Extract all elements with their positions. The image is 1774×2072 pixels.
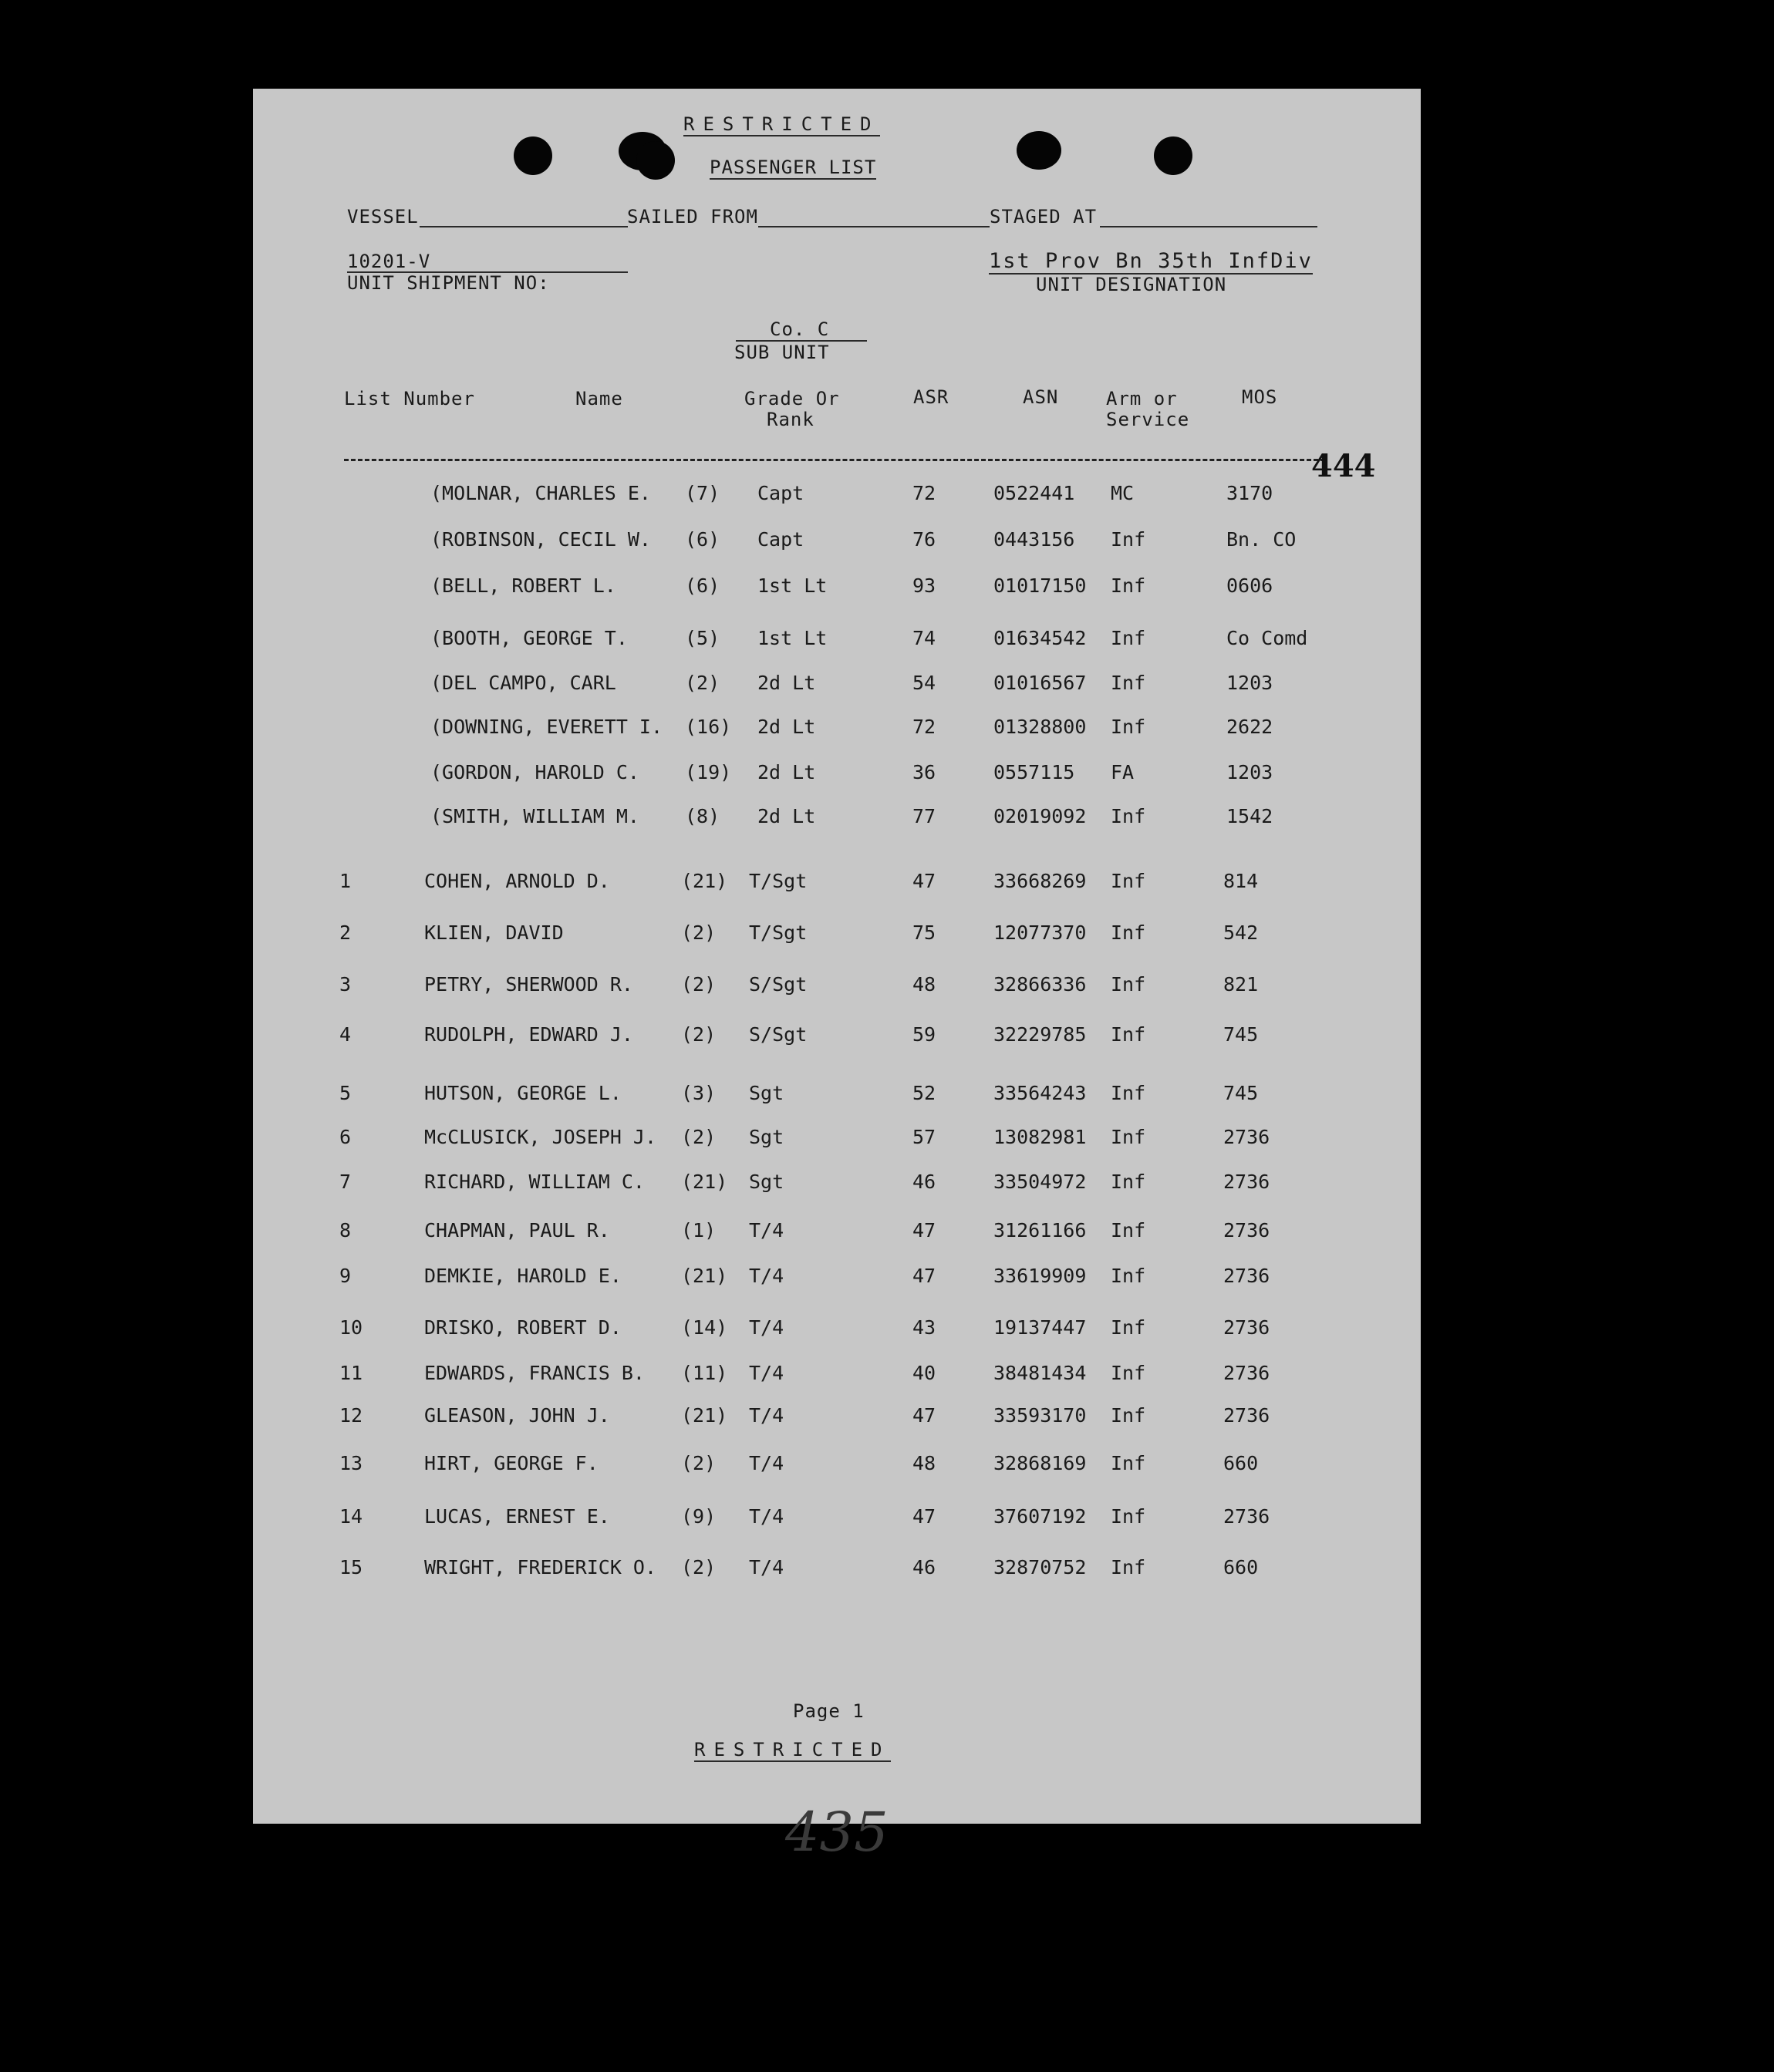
cell-arm: Inf [1111,528,1146,551]
cell-arm: Inf [1111,1404,1146,1427]
cell-num: 12 [339,1404,363,1427]
cell-mos: 1203 [1226,672,1273,694]
cell-arm: Inf [1111,1082,1146,1104]
cell-code: (2) [681,1556,717,1578]
cell-asr: 93 [912,574,936,597]
col-asr: ASR [913,386,949,408]
cell-grade: T/4 [749,1452,784,1474]
table-row [253,672,1421,702]
vessel-field [420,226,628,227]
cell-asr: 76 [912,528,936,551]
cell-grade: Sgt [749,1082,784,1104]
cell-name: (GORDON, HAROLD C. [430,761,639,783]
staged-at-label: STAGED AT [990,206,1098,227]
cell-mos: 2736 [1223,1404,1270,1427]
table-row [253,1404,1421,1435]
cell-code: (21) [681,1404,728,1427]
stamp-number: 444 [1311,448,1376,484]
cell-code: (6) [685,528,720,551]
cell-asn: 33593170 [993,1404,1087,1427]
cell-grade: T/4 [749,1556,784,1578]
cell-asn: 12077370 [993,921,1087,944]
table-row [253,921,1421,952]
sailed-from-label: SAILED FROM [627,206,758,227]
table-row [253,1505,1421,1536]
unit-shipment-number: 10201-V [347,251,431,272]
cell-code: (2) [681,921,717,944]
cell-asn: 33504972 [993,1171,1087,1193]
table-row [253,627,1421,658]
cell-asn: 33564243 [993,1082,1087,1104]
cell-asn: 0522441 [993,482,1075,504]
cell-asr: 48 [912,1452,936,1474]
table-row [253,528,1421,559]
classification-bottom: RESTRICTED [694,1739,891,1760]
cell-arm: Inf [1111,1316,1146,1339]
table-row [253,1556,1421,1587]
cell-num: 2 [339,921,352,944]
cell-asr: 36 [912,761,936,783]
table-row [253,1316,1421,1347]
cell-mos: 1542 [1226,805,1273,827]
cell-asn: 38481434 [993,1362,1087,1384]
cell-asr: 47 [912,1505,936,1528]
cell-code: (2) [681,1452,717,1474]
cell-code: (21) [681,1171,728,1193]
cell-arm: Inf [1111,672,1146,694]
document-page [253,89,1421,1864]
cell-arm: Inf [1111,1171,1146,1193]
cell-code: (11) [681,1362,728,1384]
cell-num: 6 [339,1126,352,1148]
cell-arm: Inf [1111,1505,1146,1528]
cell-mos: 2736 [1223,1171,1270,1193]
cell-mos: 542 [1223,921,1259,944]
cell-asn: 13082981 [993,1126,1087,1148]
cell-arm: Inf [1111,1023,1146,1046]
col-mos: MOS [1242,386,1278,408]
document-title: PASSENGER LIST [710,157,877,178]
cell-mos: 0606 [1226,574,1273,597]
cell-asn: 31261166 [993,1219,1087,1242]
cell-name: (DEL CAMPO, CARL [430,672,616,694]
cell-arm: Inf [1111,627,1146,649]
table-row [253,1452,1421,1483]
cell-asn: 32868169 [993,1452,1087,1474]
cell-arm: FA [1111,761,1135,783]
cell-grade: T/Sgt [749,870,808,892]
cell-code: (21) [681,1265,728,1287]
cell-code: (1) [681,1219,717,1242]
cell-name: DEMKIE, HAROLD E. [424,1265,622,1287]
cell-grade: T/4 [749,1362,784,1384]
sub-unit: Co. C [770,318,830,340]
col-grade: Grade Or [744,388,840,409]
sub-unit-label: SUB UNIT [734,342,830,363]
table-row [253,1171,1421,1201]
cell-arm: Inf [1111,1126,1146,1148]
cell-num: 15 [339,1556,363,1578]
cell-num: 14 [339,1505,363,1528]
cell-arm: Inf [1111,716,1146,738]
table-row [253,716,1421,746]
cell-mos: 660 [1223,1452,1259,1474]
cell-asn: 0557115 [993,761,1075,783]
cell-asn: 37607192 [993,1505,1087,1528]
cell-code: (8) [685,805,720,827]
cell-asn: 01328800 [993,716,1087,738]
cell-arm: Inf [1111,574,1146,597]
cell-code: (16) [685,716,732,738]
cell-asr: 47 [912,1265,936,1287]
cell-asr: 43 [912,1316,936,1339]
cell-name: RUDOLPH, EDWARD J. [424,1023,633,1046]
cell-code: (2) [681,1126,717,1148]
punch-hole [514,136,552,175]
cell-name: PETRY, SHERWOOD R. [424,973,633,996]
table-row [253,1219,1421,1250]
cell-code: (5) [685,627,720,649]
cell-asr: 57 [912,1126,936,1148]
cell-mos: 2736 [1223,1126,1270,1148]
table-row [253,1023,1421,1054]
punch-hole [1154,136,1192,175]
cell-mos: Co Comd [1226,627,1308,649]
cell-mos: 2736 [1223,1362,1270,1384]
table-row [253,761,1421,792]
cell-grade: 2d Lt [757,716,816,738]
cell-asr: 47 [912,1404,936,1427]
cell-arm: Inf [1111,1556,1146,1578]
cell-name: (MOLNAR, CHARLES E. [430,482,651,504]
cell-arm: Inf [1111,1265,1146,1287]
cell-asn: 19137447 [993,1316,1087,1339]
cell-asr: 75 [912,921,936,944]
col-list-number: List Number [344,388,475,409]
table-row [253,1126,1421,1157]
cell-arm: Inf [1111,1452,1146,1474]
col-asn: ASN [1023,386,1059,408]
cell-grade: S/Sgt [749,973,808,996]
table-row [253,973,1421,1004]
cell-mos: 745 [1223,1023,1259,1046]
cell-num: 11 [339,1362,363,1384]
table-row [253,805,1421,836]
cell-grade: 2d Lt [757,761,816,783]
cell-asn: 32229785 [993,1023,1087,1046]
cell-mos: 2736 [1223,1316,1270,1339]
cell-asn: 01017150 [993,574,1087,597]
cell-asr: 72 [912,716,936,738]
cell-asr: 46 [912,1556,936,1578]
table-row [253,574,1421,605]
cell-name: EDWARDS, FRANCIS B. [424,1362,645,1384]
cell-num: 3 [339,973,352,996]
cell-name: CHAPMAN, PAUL R. [424,1219,610,1242]
cell-asr: 74 [912,627,936,649]
cell-asr: 52 [912,1082,936,1104]
cell-name: (BOOTH, GEORGE T. [430,627,628,649]
cell-name: RICHARD, WILLIAM C. [424,1171,645,1193]
cell-asn: 01016567 [993,672,1087,694]
cell-mos: 1203 [1226,761,1273,783]
cell-arm: MC [1111,482,1135,504]
cell-arm: Inf [1111,1219,1146,1242]
cell-num: 7 [339,1171,352,1193]
unit-shipment-label: UNIT SHIPMENT NO: [347,272,550,294]
cell-asr: 47 [912,1219,936,1242]
cell-code: (7) [685,482,720,504]
cell-code: (9) [681,1505,717,1528]
cell-asr: 48 [912,973,936,996]
cell-code: (14) [681,1316,728,1339]
cell-mos: 814 [1223,870,1259,892]
table-row [253,1082,1421,1113]
cell-mos: 660 [1223,1556,1259,1578]
table-row [253,1265,1421,1295]
cell-grade: T/4 [749,1265,784,1287]
cell-name: HIRT, GEORGE F. [424,1452,599,1474]
cell-code: (2) [681,973,717,996]
cell-num: 1 [339,870,352,892]
cell-grade: T/Sgt [749,921,808,944]
cell-grade: Sgt [749,1171,784,1193]
cell-code: (21) [681,870,728,892]
cell-name: McCLUSICK, JOSEPH J. [424,1126,657,1148]
staged-at-field [1100,226,1317,227]
cell-code: (6) [685,574,720,597]
cell-grade: S/Sgt [749,1023,808,1046]
cell-mos: 2736 [1223,1505,1270,1528]
cell-code: (19) [685,761,732,783]
cell-arm: Inf [1111,921,1146,944]
cell-name: KLIEN, DAVID [424,921,564,944]
cell-grade: Sgt [749,1126,784,1148]
cell-name: (SMITH, WILLIAM M. [430,805,639,827]
cell-asr: 59 [912,1023,936,1046]
cell-mos: 2622 [1226,716,1273,738]
cell-grade: T/4 [749,1404,784,1427]
cell-mos: 2736 [1223,1219,1270,1242]
cell-name: DRISKO, ROBERT D. [424,1316,622,1339]
cell-num: 5 [339,1082,352,1104]
cell-asn: 01634542 [993,627,1087,649]
cell-grade: Capt [757,528,804,551]
cell-grade: 1st Lt [757,627,828,649]
cell-num: 10 [339,1316,363,1339]
cell-name: GLEASON, JOHN J. [424,1404,610,1427]
cell-asr: 47 [912,870,936,892]
col-arm-2: Service [1106,409,1190,430]
punch-hole [636,141,675,180]
vessel-label: VESSEL [347,206,419,227]
cell-name: (DOWNING, EVERETT I. [430,716,663,738]
cell-name: (BELL, ROBERT L. [430,574,616,597]
cell-name: COHEN, ARNOLD D. [424,870,610,892]
cell-name: LUCAS, ERNEST E. [424,1505,610,1528]
table-row [253,1362,1421,1393]
cell-grade: 2d Lt [757,672,816,694]
sailed-from-field [758,226,990,227]
cell-mos: 745 [1223,1082,1259,1104]
cell-asn: 0443156 [993,528,1075,551]
cell-asn: 02019092 [993,805,1087,827]
cell-code: (3) [681,1082,717,1104]
cell-code: (2) [685,672,720,694]
col-arm: Arm or [1106,388,1178,409]
cell-num: 8 [339,1219,352,1242]
unit-designation-label: UNIT DESIGNATION [1036,274,1227,295]
cell-mos: 3170 [1226,482,1273,504]
handwritten-number: 435 [785,1801,889,1864]
cell-arm: Inf [1111,870,1146,892]
table-row [253,482,1421,513]
punch-hole [1017,131,1061,170]
cell-num: 4 [339,1023,352,1046]
cell-num: 13 [339,1452,363,1474]
cell-asn: 32866336 [993,973,1087,996]
cell-arm: Inf [1111,805,1146,827]
cell-mos: 2736 [1223,1265,1270,1287]
classification-top: RESTRICTED [683,113,880,135]
cell-grade: T/4 [749,1505,784,1528]
unit-designation: 1st Prov Bn 35th InfDiv [989,249,1313,273]
cell-asr: 54 [912,672,936,694]
cell-num: 9 [339,1265,352,1287]
page-number: Page 1 [793,1700,865,1722]
cell-asr: 46 [912,1171,936,1193]
cell-mos: 821 [1223,973,1259,996]
cell-asn: 32870752 [993,1556,1087,1578]
col-name: Name [575,388,623,409]
cell-mos: Bn. CO [1226,528,1297,551]
cell-name: WRIGHT, FREDERICK O. [424,1556,657,1578]
cell-name: HUTSON, GEORGE L. [424,1082,622,1104]
cell-grade: 2d Lt [757,805,816,827]
cell-code: (2) [681,1023,717,1046]
cell-asr: 77 [912,805,936,827]
header-separator [344,459,1325,461]
cell-asr: 72 [912,482,936,504]
cell-grade: T/4 [749,1316,784,1339]
cell-grade: Capt [757,482,804,504]
cell-arm: Inf [1111,1362,1146,1384]
table-row [253,870,1421,901]
cell-arm: Inf [1111,973,1146,996]
cell-grade: 1st Lt [757,574,828,597]
cell-grade: T/4 [749,1219,784,1242]
cell-name: (ROBINSON, CECIL W. [430,528,651,551]
col-grade-2: Rank [767,409,814,430]
cell-asn: 33668269 [993,870,1087,892]
cell-asn: 33619909 [993,1265,1087,1287]
cell-asr: 40 [912,1362,936,1384]
